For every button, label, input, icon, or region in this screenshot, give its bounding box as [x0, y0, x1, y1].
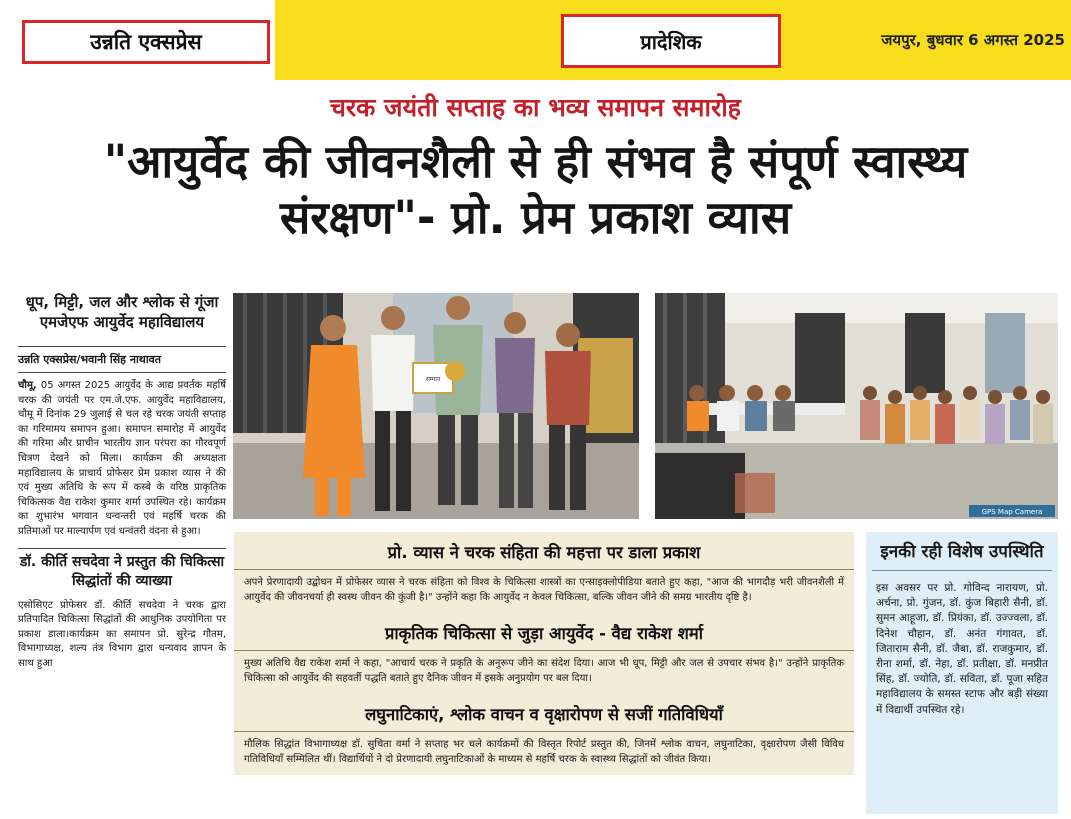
section-2: [234, 613, 854, 694]
section-body: मुख्य अतिथि वैद्य राकेश शर्मा ने कहा, "आचार्य चरक ने प्रकृति के अनुरूप जीने का संदेश दिया। आज भी धूप, मिट्टी और जल से उपचार संभव है।" उन्होंने प्राकृतिक चिकित्सा को आयुर्वेद की सहवर्ती पद्धति बताते हुए दैनिक जीवन में इसके अनुप्रयोग पर बल दिया।: [244, 658, 844, 684]
sidebar-subheading: डॉ. कीर्ति सचदेवा ने प्रस्तुत की चिकित्सा सिद्धांतों की व्याख्या: [18, 548, 226, 591]
masthead-bar: [0, 0, 1071, 80]
ceremony-photo: [233, 293, 639, 519]
audience-photo-illustration: [655, 293, 1058, 519]
byline: उन्नति एक्सप्रेस/भवानी सिंह नाथावत: [18, 346, 226, 373]
lead-place: चौमू,: [18, 380, 37, 391]
sidebar-heading: धूप, मिट्टी, जल और श्लोक से गूंजा एमजेएफ आयुर्वेद महाविद्यालय: [25, 293, 219, 331]
section-heading: प्रो. व्यास ने चरक संहिता की महत्ता पर डाला प्रकाश: [234, 532, 854, 570]
article-kicker: चरक जयंती सप्ताह का भव्य समापन समारोह: [330, 93, 741, 122]
special-presence-box: [866, 532, 1058, 814]
dateline: जयपुर, बुधवार 6 अगस्त 2025: [881, 31, 1065, 49]
section-heading: प्राकृतिक चिकित्सा से जुड़ा आयुर्वेद - वैद्य राकेश शर्मा: [234, 613, 854, 651]
section-1: [234, 532, 854, 613]
audience-photo: [655, 293, 1058, 519]
gps-watermark: GPS Map Camera: [981, 508, 1043, 516]
sidebar-column: [18, 292, 226, 672]
article-headline: "आयुर्वेद की जीवनशैली से ही संभव है संपूर्ण स्वास्थ्य संरक्षण"- प्रो. प्रेम प्रकाश व्यास: [103, 135, 968, 244]
sidebar-body: [18, 379, 226, 540]
section-3: [234, 694, 854, 775]
section-heading: लघुनाटिकाएं, श्लोक वाचन व वृक्षारोपण से सजीं गतिविधियाँ: [234, 694, 854, 732]
main-sections: [234, 532, 854, 775]
section-body: मौलिक सिद्धांत विभागाध्यक्ष डॉ. सुचिता वर्मा ने सप्ताह भर चले कार्यक्रमों की विस्तृत रिपोर्ट प्रस्तुत की, जिनमें श्लोक वाचन, लघुनाटिका, वृक्षारोपण जैसी विविध गतिविधियाँ सम्मिलित थीं। विद्यार्थियों ने दो प्रेरणादायी लघुनाटिकाओं के माध्यम से महर्षि चरक के स्वास्थ्य सिद्धांतों को जीवंत किया।: [244, 739, 844, 765]
shield-caption: सम्मान: [425, 376, 441, 383]
masthead-left-panel: [0, 0, 275, 80]
brand-logo: उन्नति एक्सप्रेस: [22, 20, 270, 64]
section-label: प्रादेशिक: [561, 14, 781, 68]
sidebar-body-2: एसोसिएट प्रोफेसर डॉ. कीर्ति सचदेवा ने चरक द्वारा प्रतिपादित चिकित्सा सिद्धांतों की आधुनिक उपयोगिता पर प्रकाश डाला।कार्यक्रम का समापन प्रो. सुरेन्द्र गौतम, विभागाध्यक्ष, शल्य तंत्र विभाग द्वारा धन्यवाद ज्ञापन के साथ हुआ: [18, 599, 226, 669]
section-body: अपने प्रेरणादायी उद्बोधन में प्रोफेसर व्यास ने चरक संहिता को विश्व के चिकित्सा शास्त्रों का एन्साइक्लोपीडिया बताते हुए कहा, "आज की भागदौड़ भरी जीवनशैली में आयुर्वेद की जीवनचर्या ही स्वस्थ जीवन की कुंजी है।" उन्होंने कहा कि आयुर्वेद न केवल चिकित्सा, बल्कि जीवन जीने की समग्र भारतीय दृष्टि है।: [244, 577, 844, 603]
ceremony-photo-illustration: [233, 293, 639, 519]
special-presence-heading: इनकी रही विशेष उपस्थिति: [872, 532, 1052, 571]
special-presence-body: इस अवसर पर प्रो. गोविन्द नारायण, प्रो. अर्चना, प्रो. गुंजन, डॉ. कुंज बिहारी सैनी, डॉ. सुमन आहूजा, डॉ. प्रियंका, डॉ. उज्ज्वला, डॉ. दिनेश चौहान, डॉ. अनंत गंगावत, डॉ. जिताराम सैनी, डॉ. जैबा, डॉ. राजकुमार, डॉ. रीना शर्मा, डॉ. नेहा, डॉ. प्रतीक्षा, डॉ. मनप्रीत सिंह, डॉ. ज्योति, डॉ. सविता, डॉ. पूजा सहित महाविद्यालय के समस्त स्टाफ और बड़ी संख्या में विद्यार्थी उपस्थित रहे।: [876, 582, 1048, 716]
sidebar-body-text: 05 अगस्त 2025 आयुर्वेद के आद्य प्रवर्तक महर्षि चरक की जयंती पर एम.जे.एफ. आयुर्वेद महाविद्यालय, चौमू में दिनांक 29 जुलाई से चल रहे चरक जयंती सप्ताह का गरिमामय समापन हुआ। समापन समारोह में आयुर्वेद की गरिमा और प्राचीन भारतीय ज्ञान परंपरा का गौरवपूर्ण चित्रण देखने को मिला। कार्यक्रम की अध्यक्षता महाविद्यालय के प्राचार्य प्रोफेसर प्रेम प्रकाश व्यास ने की एवं मुख्य अतिथि के रूप में कस्बे के वरिष्ठ प्राकृतिक चिकित्सक वैद्य राकेश कुमार शर्मा उपस्थित रहे। कार्यक्रम का शुभारंभ भगवान धन्वन्तरी एवं महर्षि चरक की प्रतिमाओं पर माल्यार्पण एवं धन्वंतरी वंदना से हुआ।: [18, 380, 226, 537]
